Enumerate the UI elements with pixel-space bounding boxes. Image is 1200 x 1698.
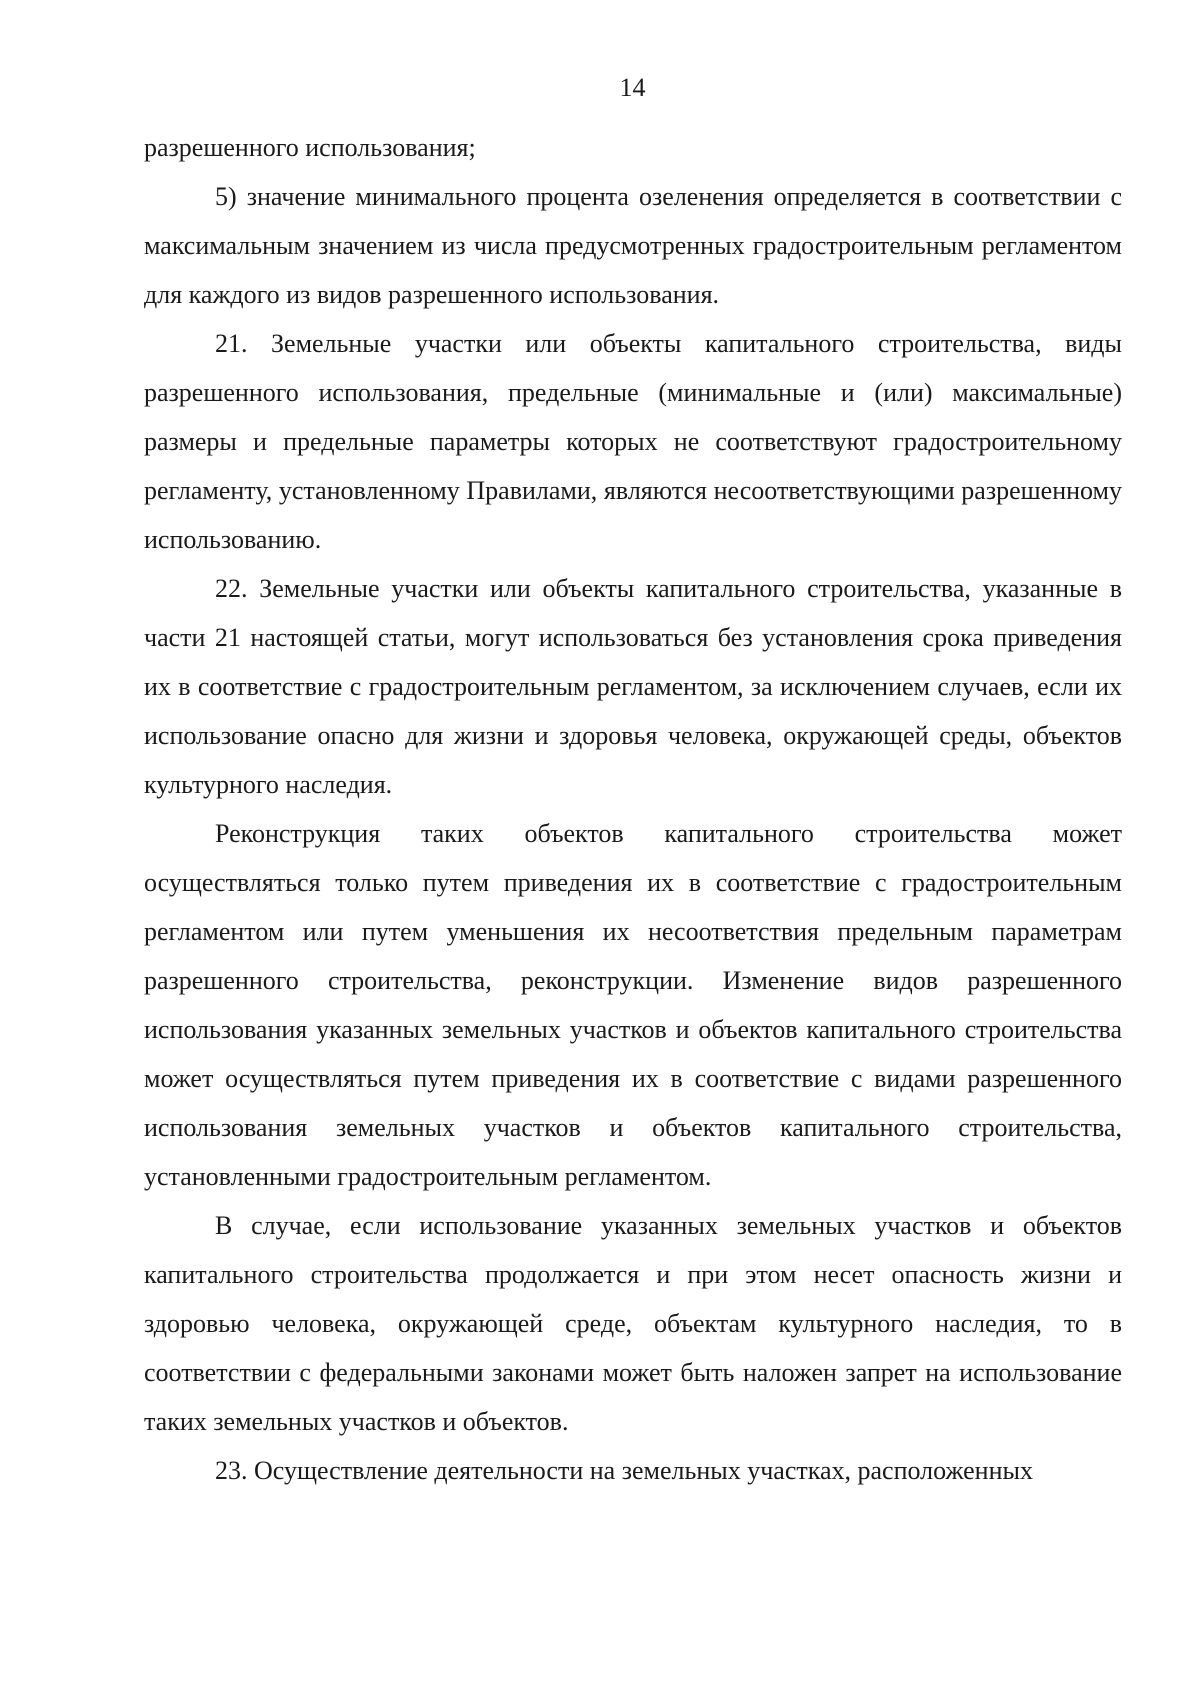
paragraph-reconstruction: Реконструкция таких объектов капитального строительства может осуществляться только путем приведения их в соответствие с градостроительным регламентом или путем уменьшения их несоответствия предельным параметрам разрешенного строительства, реконструкции. Изменение видов разрешенного использования указанных земельных участков и объектов капитального строительства может осуществляться путем приведения их в соответствие с видами разрешенного использования земельных участков и объектов капитального строительства, установленными градостроительным регламентом. xyxy=(144,819,1122,1191)
paragraph-clause-22: 22. Земельные участки или объекты капитального строительства, указанные в части 21 настоящей статьи, могут использоваться без установления срока приведения их в соответствие с градостроительным регламентом, за исключением случаев, если их использование опасно для жизни и здоровья человека, окружающей среды, объектов культурного наследия. xyxy=(144,574,1122,799)
page-number: 14 xyxy=(619,73,646,102)
document-body xyxy=(144,123,1122,1495)
paragraph-clause-21: 21. Земельные участки или объекты капитального строительства, виды разрешенного использования, предельные (минимальные и (или) максимальные) размеры и предельные параметры которых не соответствуют градостроительному регламенту, установленному Правилами, являются несоответствующими разрешенному использованию. xyxy=(144,329,1122,554)
paragraph-prohibition: В случае, если использование указанных земельных участков и объектов капитального строительства продолжается и при этом несет опасность жизни и здоровью человека, окружающей среде, объектам культурного наследия, то в соответствии с федеральными законами может быть наложен запрет на использование таких земельных участков и объектов. xyxy=(144,1211,1122,1436)
paragraph-continuation: разрешенного использования; xyxy=(144,133,476,162)
paragraph-clause-23: 23. Осуществление деятельности на земельных участках, расположенных xyxy=(215,1456,1033,1485)
paragraph-item-5: 5) значение минимального процента озеленения определяется в соответствии с максимальным значением из числа предусмотренных градостроительным регламентом для каждого из видов разрешенного использования. xyxy=(144,182,1122,309)
